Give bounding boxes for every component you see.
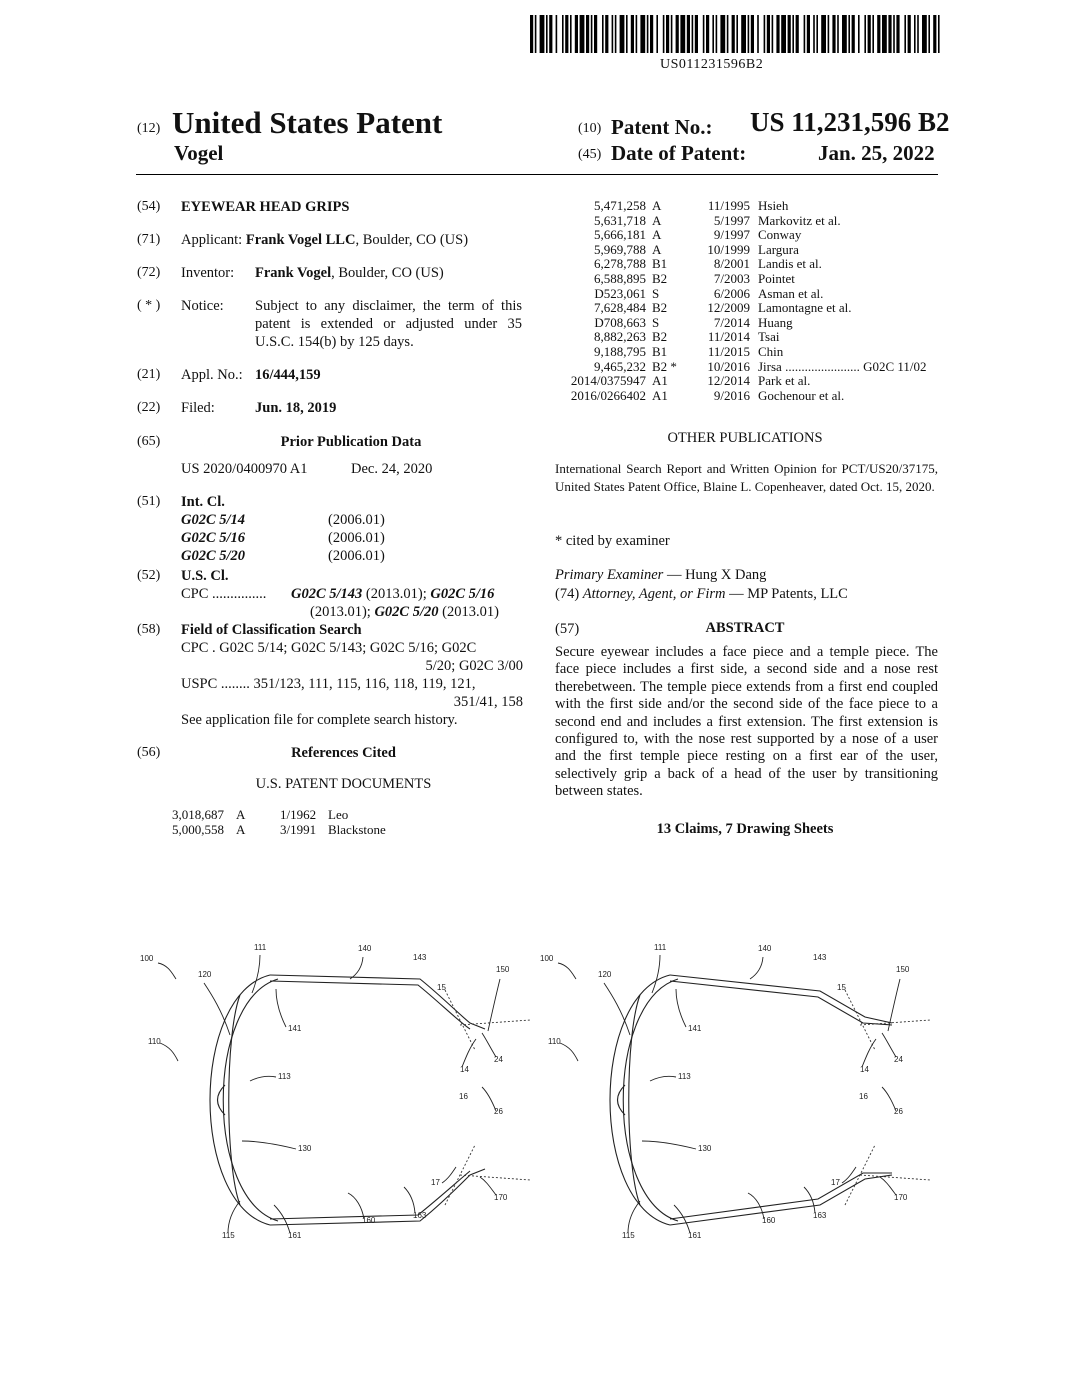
ref-name: Chin [758,345,927,360]
leader-line [242,1141,296,1149]
intcl-class-2: G02C 5/16 [181,529,245,547]
prior-publication: US 2020/0400970 A1 [181,460,308,478]
leader-line [482,1033,496,1057]
leader-line [480,1177,496,1195]
cpc-class-a: G02C 5/143 [291,586,362,602]
ref-name: Asman et al. [758,287,927,302]
reference-numeral-161: 161 [688,1231,702,1240]
ref-name: Jirsa ....................... G02C 11/02 [758,360,927,375]
guide-line [845,990,875,1050]
inventor [255,264,444,282]
examiner-name: — Hung X Dang [663,567,766,583]
intcl-code: (51) [137,494,160,510]
ref-date: 7/2014 [696,316,758,331]
temple-piece-top [270,975,485,1029]
field-heading: Field of Classification Search [181,621,362,639]
lens-edge [229,995,240,1205]
ref-name: Markovitz et al. [758,214,927,229]
ref-name: Largura [758,243,927,258]
reference-numeral-130: 130 [298,1144,312,1153]
field-uspc-line-1: USPC ........ 351/123, 111, 115, 116, 118, 119, 121, [181,675,475,693]
cited-note: * cited by examiner [555,532,670,550]
table-row [562,199,927,214]
reference-numeral-150: 150 [496,965,510,974]
reference-numeral-15: 15 [837,983,846,992]
us-docs-heading: U.S. PATENT DOCUMENTS [181,775,506,793]
ref-number: 9,465,232 [562,360,652,375]
applicant-name: Frank Vogel LLC [246,232,356,248]
ref-number: D523,061 [562,287,652,302]
guide-line [460,1175,530,1180]
leader-line [462,1039,476,1067]
ref-number: 5,471,258 [562,199,652,214]
notice-code: ( * ) [137,298,160,314]
ref-number: 5,631,718 [562,214,652,229]
cpc-version-c: (2013.01) [438,604,498,620]
primary-examiner [555,566,766,584]
table-row [562,243,927,258]
cpc-version-b: (2013.01); [310,604,374,620]
prior-heading: Prior Publication Data [181,433,521,451]
ref-date: 11/1995 [696,199,758,214]
reference-numeral-24: 24 [894,1055,903,1064]
reference-numeral-113: 113 [278,1072,291,1081]
table-row [562,360,927,375]
guide-line [445,990,475,1050]
ref-number: 8,882,263 [562,330,652,345]
us-docs-continued-table [562,199,927,403]
attorney-label: Attorney, Agent, or Firm [583,586,726,602]
ref-date: 11/2014 [696,330,758,345]
reference-numeral-115: 115 [622,1231,635,1240]
invention-title: EYEWEAR HEAD GRIPS [181,198,349,216]
ref-number: D708,663 [562,316,652,331]
reference-numeral-26: 26 [894,1107,903,1116]
applicant-label: Applicant: [181,232,242,248]
appl-code: (21) [137,367,160,383]
uscl-code: (52) [137,568,160,584]
leader-line [160,1043,178,1061]
face-piece-outer [210,975,270,1225]
reference-numeral-150: 150 [896,965,910,974]
reference-numeral-26: 26 [494,1107,503,1116]
patent-no-code: (10) [578,121,601,137]
reference-numeral-120: 120 [598,970,612,979]
reference-numeral-14: 14 [860,1065,869,1074]
leader-line [650,1076,676,1081]
reference-numeral-15: 15 [437,983,446,992]
ref-number: 9,188,795 [562,345,652,360]
table-row [562,330,927,345]
intcl-heading: Int. Cl. [181,493,225,511]
barcode [530,15,940,53]
abstract-heading: ABSTRACT [555,619,935,637]
temple-piece-bottom [670,1175,892,1225]
reference-numeral-110: 110 [148,1037,161,1046]
ref-kind: B2 [652,330,696,345]
leader-line [488,979,500,1031]
ref-number: 5,000,558 [172,823,236,838]
ref-name: Leo [328,808,386,823]
leader-line [882,1033,896,1057]
ref-name: Conway [758,228,927,243]
guide-line [860,1175,930,1180]
leader-line [250,1076,276,1081]
ref-date: 9/2016 [696,389,758,404]
reference-numeral-110: 110 [548,1037,561,1046]
table-row [562,272,927,287]
reference-numeral-115: 115 [222,1231,235,1240]
leader-line [888,979,900,1031]
patent-number: US 11,231,596 B2 [750,107,950,138]
reference-numeral-140: 140 [358,944,372,953]
ref-name: Tsai [758,330,927,345]
applicant-location: , Boulder, CO (US) [355,232,468,248]
ref-name: Lamontagne et al. [758,301,927,316]
uscl-heading: U.S. Cl. [181,567,229,585]
reference-numeral-161: 161 [288,1231,302,1240]
document-title: United States Patent [172,105,442,141]
ref-name: Landis et al. [758,257,927,272]
refs-heading: References Cited [181,744,506,762]
face-piece-inner [623,979,678,1221]
ref-kind: A [236,808,280,823]
leader-line [204,983,230,1035]
leader-line [276,989,286,1027]
cpc-line-1 [291,585,494,603]
ref-kind: A [652,199,696,214]
temple-piece-top-inner [670,981,892,1025]
reference-numeral-120: 120 [198,970,212,979]
cpc-class-b: G02C 5/16 [430,586,494,602]
ref-kind: B2 [652,301,696,316]
ref-date: 5/1997 [696,214,758,229]
inventor-label: Inventor: [181,264,234,282]
filed-label: Filed: [181,399,215,417]
ref-kind: B2 [652,272,696,287]
ref-number: 3,018,687 [172,808,236,823]
lens-edge [629,995,640,1205]
table-row [562,345,927,360]
prior-publication-date: Dec. 24, 2020 [351,460,432,478]
reference-numeral-141: 141 [288,1024,302,1033]
notice-text: Subject to any disclaimer, the term of this patent is extended or adjusted under 35 U.S.C. 154(b) by 125 days. [255,297,522,351]
ref-number: 5,666,181 [562,228,652,243]
ref-kind: A [652,228,696,243]
reference-numeral-17: 17 [831,1178,840,1187]
leader-line [676,989,686,1027]
ref-kind: A [652,214,696,229]
ref-name: Huang [758,316,927,331]
patent-date: Jan. 25, 2022 [818,141,935,166]
attorney-code: (74) [555,586,579,602]
eyewear-figure [130,935,940,1245]
date-code: (45) [578,147,601,163]
leader-line [750,957,763,979]
ref-number: 5,969,788 [562,243,652,258]
refs-code: (56) [137,745,160,761]
ref-date: 3/1991 [280,823,328,838]
reference-numeral-143: 143 [413,953,427,962]
ref-date: 8/2001 [696,257,758,272]
filed-code: (22) [137,400,160,416]
ref-name: Hsieh [758,199,927,214]
ref-kind: A [652,243,696,258]
reference-numeral-17: 17 [431,1178,440,1187]
ref-number: 7,628,484 [562,301,652,316]
face-piece-outer [610,975,670,1225]
ref-name: Pointet [758,272,927,287]
reference-numeral-100: 100 [140,954,154,963]
reference-numeral-14: 14 [460,1065,469,1074]
leader-line [604,983,630,1035]
us-docs-table [172,808,386,837]
filed-date: Jun. 18, 2019 [255,399,336,417]
abstract-code: (57) [555,620,579,638]
temple-piece-bottom-inner [270,1171,470,1219]
ref-kind: B2 * [652,360,696,375]
inventor-location: , Boulder, CO (US) [331,265,444,281]
ref-name: Gochenour et al. [758,389,927,404]
leader-line [404,1187,415,1213]
appl-label: Appl. No.: [181,366,243,384]
publication-number: US011231596B2 [660,57,763,73]
ref-kind: S [652,316,696,331]
face-piece-inner [223,979,278,1221]
leader-line [350,957,363,979]
reference-numeral-140: 140 [758,944,772,953]
reference-numeral-170: 170 [894,1193,908,1202]
temple-piece-top [670,975,892,1023]
reference-numeral-163: 163 [413,1211,427,1220]
attorney-name: — MP Patents, LLC [726,586,848,602]
inventor-name: Frank Vogel [255,265,331,281]
reference-numeral-24: 24 [494,1055,503,1064]
reference-numeral-100: 100 [540,954,554,963]
claims-line: 13 Claims, 7 Drawing Sheets [555,820,935,838]
eyewear-drawing-right [540,943,930,1240]
ref-number: 6,588,895 [562,272,652,287]
cpc-label: CPC ............... [181,585,266,603]
field-code: (58) [137,622,160,638]
ref-kind: A [236,823,280,838]
inventor-code: (72) [137,265,160,281]
ref-date: 10/1999 [696,243,758,258]
reference-numeral-113: 113 [678,1072,691,1081]
ref-number: 2014/0375947 [562,374,652,389]
eyewear-drawing-left [140,943,530,1240]
guide-line [460,1020,530,1025]
leader-line [252,955,260,993]
reference-numeral-143: 143 [813,953,827,962]
intcl-class-3: G02C 5/20 [181,547,245,565]
cpc-version-a: (2013.01); [362,586,430,602]
other-publications-text: International Search Report and Written Opinion for PCT/US20/37175, United States Patent Office, Blaine L. Copenheaver, dated Oct. 15, 2020. [555,460,938,496]
table-row [562,257,927,272]
table-row [562,228,927,243]
other-publications-heading: OTHER PUBLICATIONS [555,429,935,447]
ref-date: 12/2014 [696,374,758,389]
leader-line [628,1201,640,1233]
ref-kind: B1 [652,345,696,360]
table-row [562,301,927,316]
ref-date: 10/2016 [696,360,758,375]
field-cpc-line-2: 5/20; G02C 3/00 [426,657,523,675]
guide-line [860,1020,930,1025]
leader-line [158,963,176,979]
ref-date: 7/2003 [696,272,758,287]
intcl-class-1: G02C 5/14 [181,511,245,529]
ref-kind: A1 [652,374,696,389]
abstract-text: Secure eyewear includes a face piece and a temple piece. The face piece includes a first side, a second side and a nose rest therebetween. The temple piece extends from a first end coupled with the first side and/or the second side of the face piece to a second end and includes a first extension. The first extension is configured to, with the nose rest supported by a nose of a user and the first temple piece resting on a first ear of the user, selectively grip a back of a head of the user by transitioning between states. [555,644,938,801]
inventor-short: Vogel [174,141,223,166]
patent-no-label: Patent No.: [611,115,712,140]
intcl-version-1: (2006.01) [328,511,385,529]
ref-kind: B1 [652,257,696,272]
date-label: Date of Patent: [611,141,746,166]
field-uspc-line-2: 351/41, 158 [454,693,523,711]
table-row [562,214,927,229]
notice-label: Notice: [181,297,224,315]
title-code: (54) [137,199,160,215]
ref-date: 12/2009 [696,301,758,316]
ref-number: 6,278,788 [562,257,652,272]
leader-line [560,1043,578,1061]
applicant-code: (71) [137,232,160,248]
field-cpc-line-1: CPC . G02C 5/14; G02C 5/143; G02C 5/16; G02C [181,639,476,657]
ref-date: 1/1962 [280,808,328,823]
intcl-version-3: (2006.01) [328,547,385,565]
reference-numeral-160: 160 [362,1216,376,1225]
cpc-class-c: G02C 5/20 [374,604,438,620]
reference-numeral-16: 16 [459,1092,468,1101]
table-row [562,287,927,302]
cpc-line-2 [310,603,499,621]
leader-line [880,1177,896,1195]
reference-numeral-170: 170 [494,1193,508,1202]
prior-code: (65) [137,434,160,450]
reference-numeral-130: 130 [698,1144,712,1153]
ref-date: 11/2015 [696,345,758,360]
leader-line [442,1167,456,1183]
ref-name: Blackstone [328,823,386,838]
leader-line [642,1141,696,1149]
ref-date: 6/2006 [696,287,758,302]
temple-piece-bottom-inner [670,1173,892,1219]
ref-date: 9/1997 [696,228,758,243]
intcl-version-2: (2006.01) [328,529,385,547]
leader-line [558,963,576,979]
reference-numeral-16: 16 [859,1092,868,1101]
table-row [562,374,927,389]
applicant [181,231,468,249]
reference-numeral-141: 141 [688,1024,702,1033]
leader-line [652,955,660,993]
table-row [562,389,927,404]
ref-kind: S [652,287,696,302]
leader-line [228,1201,240,1233]
leader-line [862,1039,876,1067]
reference-numeral-163: 163 [813,1211,827,1220]
ref-name: Park et al. [758,374,927,389]
reference-numeral-111: 111 [254,943,267,952]
ref-number: 2016/0266402 [562,389,652,404]
leader-line [674,1205,690,1233]
examiner-label: Primary Examiner [555,567,663,583]
ref-kind: A1 [652,389,696,404]
table-row [562,316,927,331]
reference-numeral-160: 160 [762,1216,776,1225]
attorney [555,585,848,603]
reference-numeral-111: 111 [654,943,667,952]
table-row [172,808,386,823]
kind-code-label: (12) [137,121,160,137]
table-row [172,823,386,838]
header-rule [136,174,938,175]
appl-number: 16/444,159 [255,366,321,384]
field-note: See application file for complete search history. [181,711,457,729]
